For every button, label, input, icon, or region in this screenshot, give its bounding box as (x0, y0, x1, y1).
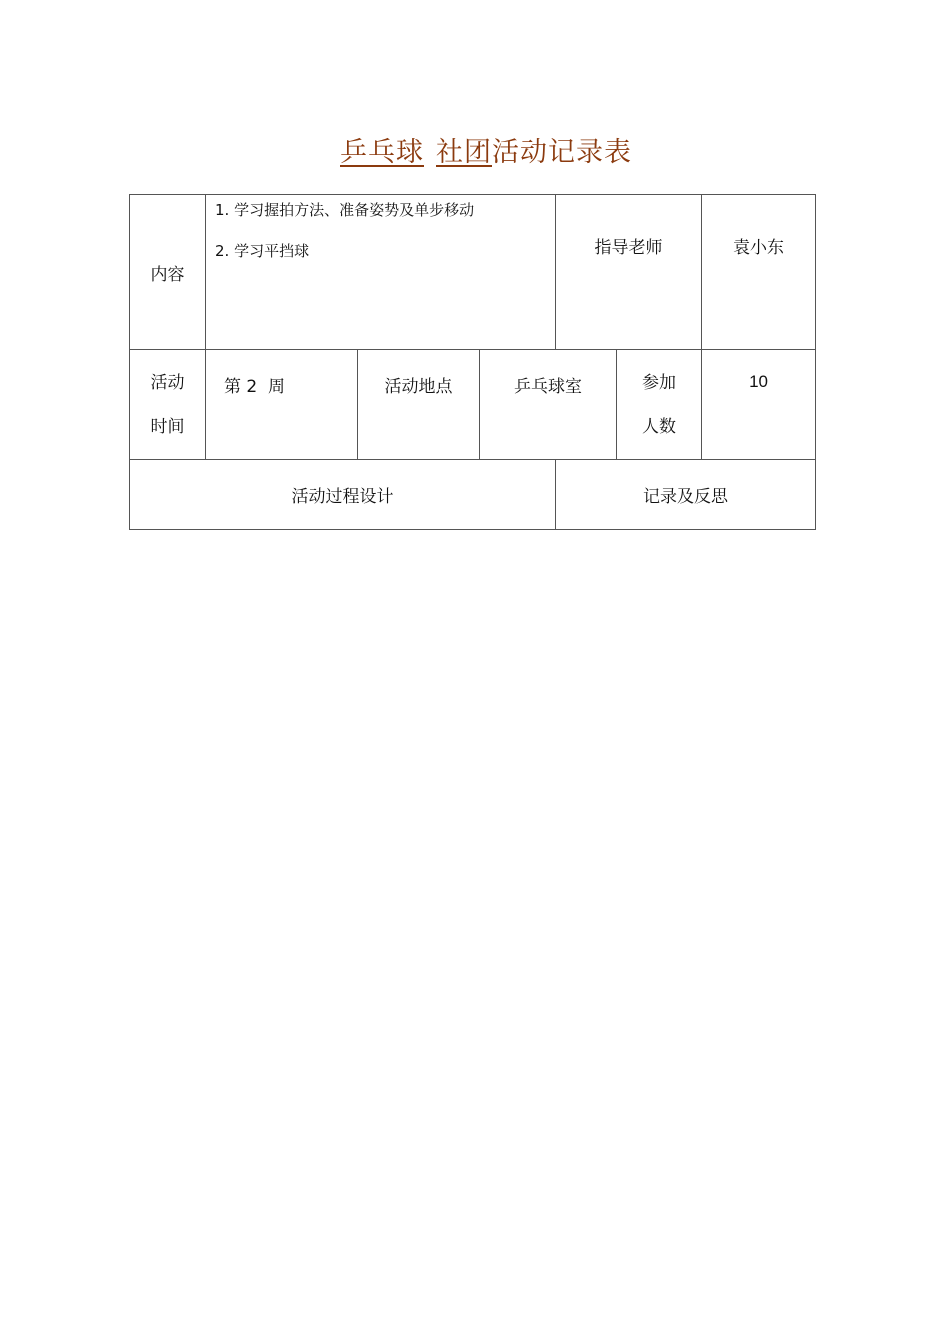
time-value: 第 2 周 (224, 377, 286, 397)
time-label-line2: 时间 (150, 416, 185, 437)
count-value: 10 (749, 372, 768, 391)
time-value-cell (206, 350, 358, 460)
location-label: 活动地点 (384, 377, 453, 397)
process-header: 活动过程设计 (291, 487, 394, 507)
table-row-content (130, 195, 816, 350)
title-underlined-part (318, 137, 492, 168)
teacher-value-cell (702, 195, 816, 350)
count-label-line2: 人数 (642, 416, 677, 437)
count-label-line1: 参加 (642, 372, 677, 393)
content-item-1: 1. 学习握拍方法、准备姿势及单步移动 (215, 201, 475, 219)
location-label-cell (358, 350, 480, 460)
time-label-cell (130, 350, 206, 460)
title-club-name: 乒乓球 (340, 137, 424, 168)
reflection-header: 记录及反思 (643, 487, 729, 507)
title-club-word: 社团 (436, 137, 492, 168)
content-value-cell (206, 195, 556, 350)
teacher-value: 袁小东 (733, 238, 785, 258)
count-value-cell (702, 350, 816, 460)
reflection-header-cell (556, 460, 816, 530)
teacher-label: 指导老师 (594, 238, 663, 258)
location-value: 乒乓球室 (514, 377, 583, 397)
title-suffix: 活动记录表 (492, 137, 632, 168)
teacher-label-cell (556, 195, 702, 350)
table-row-time (130, 350, 816, 460)
content-item-2: 2. 学习平挡球 (215, 242, 310, 260)
count-label-cell (617, 350, 702, 460)
location-value-cell (480, 350, 617, 460)
content-label-cell (130, 195, 206, 350)
table-row-headers (130, 460, 816, 530)
time-label-line1: 活动 (150, 372, 185, 393)
activity-record-table (129, 194, 816, 530)
document-title (0, 130, 950, 169)
content-label: 内容 (150, 264, 185, 285)
process-header-cell (130, 460, 556, 530)
